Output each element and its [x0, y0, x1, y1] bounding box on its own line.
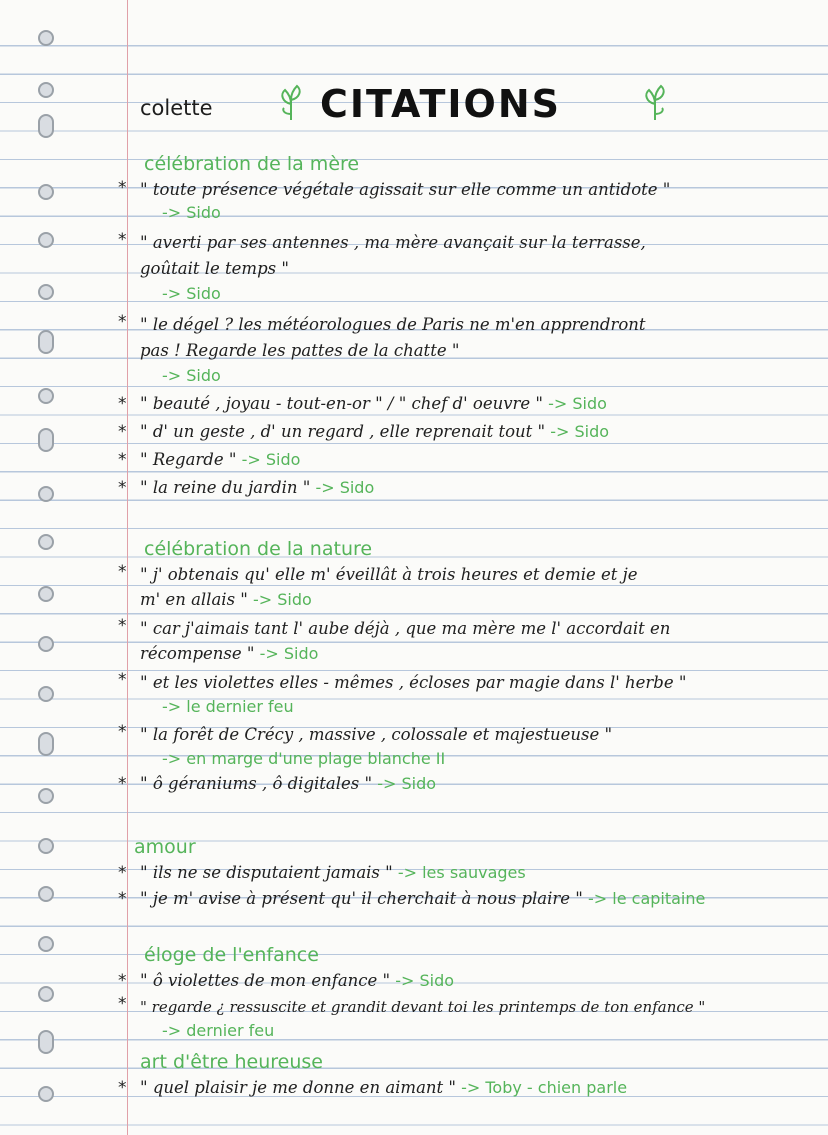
- quote-source: -> Sido: [162, 203, 221, 222]
- quote-text: " la reine du jardin ": [140, 478, 311, 497]
- quote-text: " j' obtenais qu' elle m' éveillât à trois heures et demie et je: [140, 565, 638, 584]
- quote-item: [118, 616, 686, 666]
- quote-text: " beauté , joyau - tout-en-or " / " chef d' oeuvre ": [140, 394, 544, 413]
- bullet-star-icon: *: [118, 178, 127, 198]
- section-heading: éloge de l'enfance: [144, 944, 319, 966]
- quote-source: -> Sido: [548, 394, 607, 413]
- quote-source: -> le capitaine: [588, 889, 706, 908]
- quote-text: " quel plaisir je me donne en aimant ": [140, 1078, 457, 1097]
- quote-text: " Regarde ": [140, 450, 237, 469]
- sprout-icon: [640, 82, 670, 122]
- binder-hole: [38, 732, 54, 756]
- quote-source: -> en marge d'une plage blanche II: [162, 749, 446, 768]
- binder-hole: [38, 886, 54, 902]
- quote-text: " ils ne se disputaient jamais ": [140, 863, 393, 882]
- bullet-star-icon: *: [118, 230, 127, 250]
- quote-text: " et les violettes elles - mêmes , écloses par magie dans l' herbe ": [140, 673, 687, 692]
- quote-source: -> Sido: [241, 450, 301, 469]
- quote-source: -> Sido: [377, 774, 437, 793]
- binder-hole: [38, 486, 54, 502]
- binder-hole: [38, 388, 54, 404]
- quote-text: pas ! Regarde les pattes de la chatte ": [140, 341, 460, 360]
- binder-hole: [38, 284, 54, 300]
- quote-item: [118, 562, 686, 612]
- section-art-etre-heureuse: [118, 1050, 627, 1102]
- quote-source: -> Sido: [395, 971, 455, 990]
- quote-text: " regarde ¿ ressuscite et grandit devant toi les printemps de ton enfance ": [140, 998, 706, 1016]
- quote-source: -> Sido: [252, 590, 312, 609]
- quote-text: " je m' avise à présent qu' il cherchait à nous plaire ": [140, 889, 583, 908]
- quote-item: [118, 722, 686, 770]
- binder-hole: [38, 184, 54, 200]
- section-heading: célébration de la nature: [144, 538, 373, 560]
- section-celebration-nature: [118, 536, 686, 798]
- quote-text: récompense ": [140, 644, 255, 663]
- author-label: colette: [140, 96, 213, 120]
- section-heading: art d'être heureuse: [140, 1051, 323, 1073]
- quote-source: -> dernier feu: [162, 1021, 275, 1040]
- bullet-star-icon: *: [118, 670, 127, 690]
- bullet-star-icon: *: [118, 616, 127, 636]
- quote-item: [118, 886, 705, 912]
- section-eloge-enfance: [118, 942, 705, 1042]
- quote-source: -> Sido: [315, 478, 375, 497]
- bullet-star-icon: *: [118, 450, 127, 470]
- quote-item: [118, 968, 705, 994]
- quote-text: " ô géraniums , ô digitales ": [140, 774, 373, 793]
- quote-item: [118, 1074, 627, 1102]
- binder-hole: [38, 534, 54, 550]
- bullet-star-icon: *: [118, 971, 127, 991]
- section-amour: [118, 834, 705, 912]
- quote-source: -> Sido: [550, 422, 610, 441]
- quote-text: goûtait le temps ": [140, 259, 289, 278]
- binder-hole: [38, 330, 54, 354]
- bullet-star-icon: *: [118, 994, 127, 1014]
- bullet-star-icon: *: [118, 312, 127, 332]
- binder-hole: [38, 82, 54, 98]
- bullet-star-icon: *: [118, 1078, 127, 1098]
- quote-text: " toute présence végétale agissait sur elle comme un antidote ": [140, 180, 671, 199]
- quote-text: " la forêt de Crécy , massive , colossale et majestueuse ": [140, 725, 613, 744]
- quote-item: [118, 446, 670, 474]
- quote-item: [118, 178, 670, 224]
- binder-hole: [38, 788, 54, 804]
- bullet-star-icon: *: [118, 562, 127, 582]
- sprout-icon: [276, 82, 306, 122]
- binder-hole: [38, 636, 54, 652]
- quote-text: " averti par ses antennes , ma mère avançait sur la terrasse,: [140, 233, 646, 252]
- quote-text: " ô violettes de mon enfance ": [140, 971, 391, 990]
- quote-item: [118, 390, 670, 418]
- quote-item: [118, 860, 705, 886]
- bullet-star-icon: *: [118, 478, 127, 498]
- quote-source: -> les sauvages: [397, 863, 526, 882]
- quote-source: -> Sido: [162, 366, 221, 385]
- quote-source: -> Sido: [259, 644, 319, 663]
- page-title: CITATIONS: [320, 82, 561, 126]
- binder-hole: [38, 232, 54, 248]
- quote-item: [118, 230, 670, 306]
- quote-text: " le dégel ? les météorologues de Paris ne m'en apprendront: [140, 315, 646, 334]
- quote-source: -> Toby - chien parle: [461, 1078, 628, 1097]
- quote-item: [118, 312, 670, 388]
- bullet-star-icon: *: [118, 889, 127, 909]
- quote-text: m' en allais ": [140, 590, 248, 609]
- binder-hole: [38, 428, 54, 452]
- bullet-star-icon: *: [118, 722, 127, 742]
- binder-hole: [38, 1086, 54, 1102]
- binder-hole: [38, 1030, 54, 1054]
- quote-source: -> Sido: [162, 284, 221, 303]
- quote-item: [118, 418, 670, 446]
- section-heading: amour: [134, 836, 196, 858]
- binder-hole: [38, 114, 54, 138]
- binder-hole: [38, 686, 54, 702]
- section-heading: célébration de la mère: [144, 153, 360, 175]
- section-celebration-mere: [118, 152, 670, 502]
- page-header: [140, 82, 700, 132]
- binder-hole: [38, 30, 54, 46]
- quote-item: [118, 474, 670, 502]
- quote-text: " d' un geste , d' un regard , elle reprenait tout ": [140, 422, 546, 441]
- quote-source: -> le dernier feu: [162, 697, 294, 716]
- binder-hole: [38, 838, 54, 854]
- bullet-star-icon: *: [118, 422, 127, 442]
- quote-text: " car j'aimais tant l' aube déjà , que ma mère me l' accordait en: [140, 619, 671, 638]
- binder-hole: [38, 986, 54, 1002]
- bullet-star-icon: *: [118, 774, 127, 794]
- binder-hole: [38, 586, 54, 602]
- binder-hole: [38, 936, 54, 952]
- quote-item: [118, 770, 686, 798]
- bullet-star-icon: *: [118, 863, 127, 883]
- bullet-star-icon: *: [118, 394, 127, 414]
- quote-item: [118, 670, 686, 718]
- quote-item: [118, 994, 705, 1042]
